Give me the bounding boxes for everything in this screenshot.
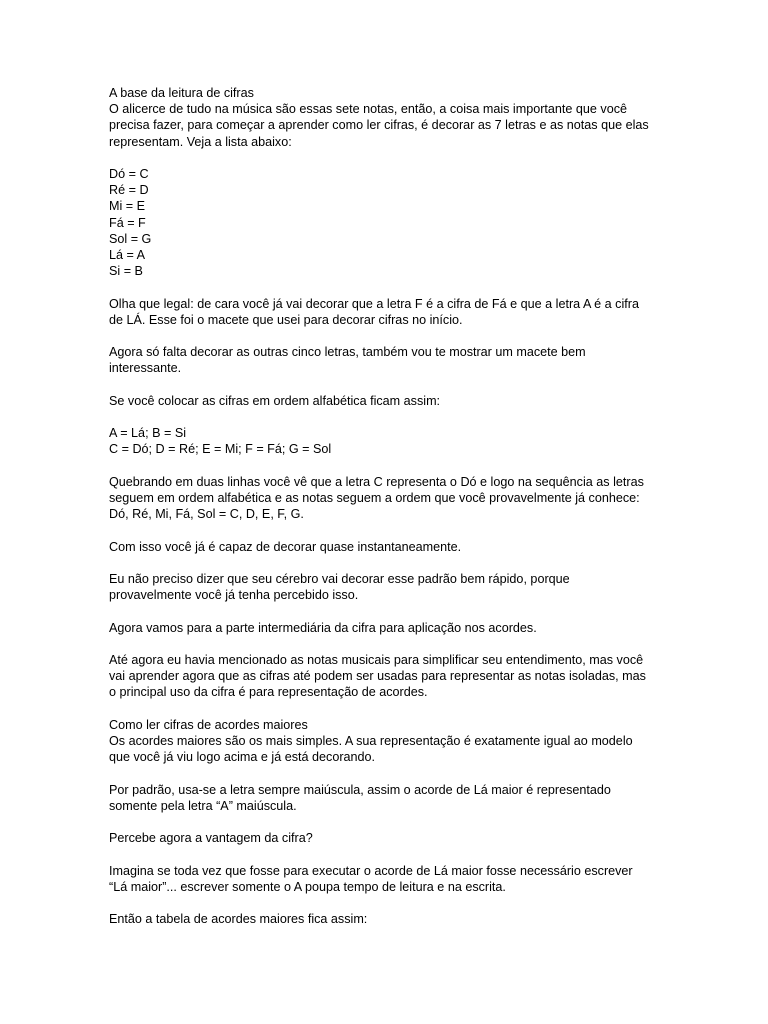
text-line: Até agora eu havia mencionado as notas musicais para simplificar seu entendimento, mas você (109, 652, 644, 667)
text-line: Quebrando em duas linhas você vê que a letra C representa o Dó e logo na sequência as letras (109, 474, 644, 489)
section-heading: Como ler cifras de acordes maiores (109, 717, 308, 732)
paragraph (109, 474, 669, 523)
list-item: Lá = A (109, 248, 146, 263)
text-line: seguem em ordem alfabética e as notas seguem a ordem que você provavelmente já conhece: (109, 490, 640, 505)
list-item: Sol = G (109, 231, 152, 246)
text-line: O alicerce de tudo na música são essas sete notas, então, a coisa mais importante que você (109, 102, 628, 117)
text-line: Eu não preciso dizer que seu cérebro vai decorar esse padrão bem rápido, porque (109, 571, 570, 586)
paragraph (109, 652, 669, 701)
text-line: Agora só falta decorar as outras cinco letras, também vou te mostrar um macete bem (109, 345, 586, 360)
list-item: Mi = E (109, 199, 146, 214)
paragraph (109, 911, 669, 927)
paragraph (109, 296, 669, 328)
text-line: Os acordes maiores são os mais simples. A sua representação é exatamente igual ao modelo (109, 733, 633, 748)
paragraph (109, 717, 669, 766)
text-line: Dó, Ré, Mi, Fá, Sol = C, D, E, F, G. (109, 507, 304, 522)
paragraph (109, 830, 669, 846)
text-line: C = Dó; D = Ré; E = Mi; F = Fá; G = Sol (109, 442, 332, 457)
text-line: Então a tabela de acordes maiores fica assim: (109, 912, 368, 927)
document-page (109, 85, 669, 944)
text-line: somente pela letra “A” maiúscula. (109, 798, 297, 813)
text-line: Se você colocar as cifras em ordem alfabética ficam assim: (109, 393, 441, 408)
text-line: Por padrão, usa-se a letra sempre maiúscula, assim o acorde de Lá maior é representado (109, 782, 611, 797)
text-line: de LÁ. Esse foi o macete que usei para decorar cifras no início. (109, 312, 463, 327)
text-line: Imagina se toda vez que fosse para executar o acorde de Lá maior fosse necessário escrever (109, 863, 633, 878)
list-item: Dó = C (109, 167, 149, 181)
text-line: A = Lá; B = Si (109, 426, 187, 441)
paragraph (109, 344, 669, 376)
paragraph (109, 571, 669, 603)
text-line: Percebe agora a vantagem da cifra? (109, 831, 313, 846)
paragraph (109, 393, 669, 409)
list-item: Fá = F (109, 215, 146, 230)
text-line: precisa fazer, para começar a aprender como ler cifras, é decorar as 7 letras e as notas que elas (109, 118, 649, 133)
paragraph (109, 85, 669, 150)
text-line: o principal uso da cifra é para representação de acordes. (109, 685, 428, 700)
note-list (109, 166, 669, 279)
text-line: representam. Veja a lista abaixo: (109, 134, 292, 149)
text-line: Com isso você já é capaz de decorar quase instantaneamente. (109, 539, 462, 554)
text-line: “Lá maior”... escrever somente o A poupa tempo de leitura e na escrita. (109, 879, 506, 894)
list-item: Si = B (109, 264, 143, 279)
text-line: que você já viu logo acima e já está decorando. (109, 750, 376, 765)
paragraph (109, 425, 669, 457)
section-heading: A base da leitura de cifras (109, 86, 254, 100)
text-line: interessante. (109, 361, 182, 376)
paragraph (109, 539, 669, 555)
paragraph (109, 782, 669, 814)
list-item: Ré = D (109, 183, 149, 198)
paragraph (109, 620, 669, 636)
text-line: Olha que legal: de cara você já vai decorar que a letra F é a cifra de Fá e que a letra A é a cifra (109, 296, 639, 311)
text-line: provavelmente você já tenha percebido isso. (109, 588, 359, 603)
text-line: Agora vamos para a parte intermediária da cifra para aplicação nos acordes. (109, 620, 537, 635)
paragraph (109, 863, 669, 895)
text-line: vai aprender agora que as cifras até podem ser usadas para representar as notas isoladas, mas (109, 669, 646, 684)
